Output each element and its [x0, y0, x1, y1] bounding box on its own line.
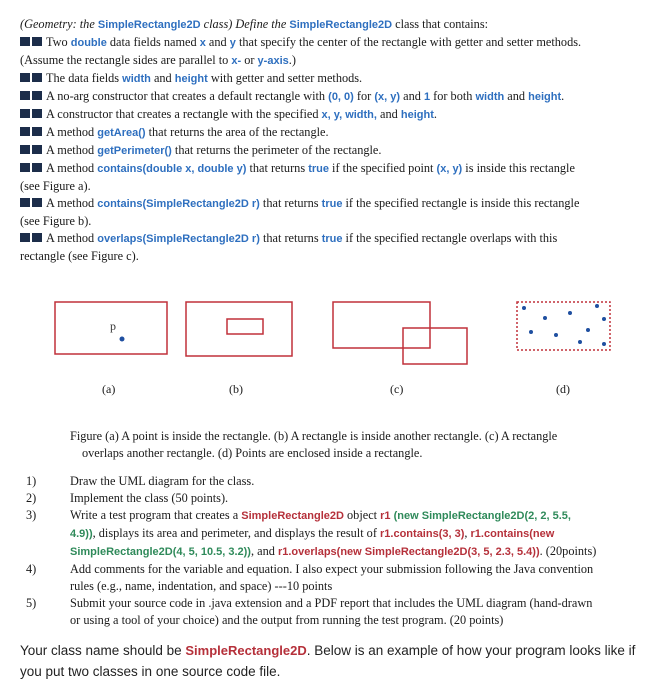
- task-item-4: 4) Add comments for the variable and equation. I also expect your submission following the Java convention rules (e.g., name, indentation, and space) ---10 points: [26, 562, 594, 593]
- spec-bullet-5: A method getArea() that returns the area of the rectangle.: [20, 124, 660, 142]
- figure-caption: [70, 428, 630, 462]
- bullet-icon: [20, 37, 42, 46]
- figure-d-point: [529, 330, 533, 334]
- bullet-icon: [20, 233, 42, 242]
- bullet-icon: [20, 198, 42, 207]
- figure-d-point: [595, 304, 599, 308]
- bullet-icon: [20, 163, 42, 172]
- figure-c-label: (c): [390, 382, 404, 396]
- figure-d-label: (d): [556, 382, 570, 396]
- figure-d-point: [543, 316, 547, 320]
- spec-bullet-9-cont: rectangle (see Figure c).: [20, 249, 139, 263]
- footer-note: [20, 640, 660, 682]
- spec-bullet-8: A method contains(SimpleRectangle2D r) that returns true if the specified rectangle is inside this rectangle: [20, 195, 660, 213]
- task-item-2: 2) Implement the class (50 points).: [26, 491, 229, 505]
- bullet-icon: [20, 127, 42, 136]
- figure-d-point: [568, 311, 572, 315]
- figure-d-point: [602, 317, 606, 321]
- figure-b-label: (b): [229, 382, 243, 396]
- task-list: [20, 473, 660, 629]
- bullet-icon: [20, 73, 42, 82]
- footer-line: Your class name should be SimpleRectangle2D. Below is an example of how your program looks like if: [20, 643, 636, 658]
- point-label: p: [110, 319, 116, 333]
- figure-a-label: (a): [102, 382, 116, 396]
- figure-b-outer-rectangle: [186, 302, 292, 356]
- spec-bullet-9: A method overlaps(SimpleRectangle2D r) that returns true if the specified rectangle overlaps with this: [20, 230, 660, 248]
- figure-c-rectangle-1: [333, 302, 430, 348]
- task-item-3: 3) Write a test program that creates a SimpleRectangle2D object r1 (new SimpleRectangle2D(2, 2, 5.5, 4.9)), displays its area and perimeter, and displays the result of r1.contains(3, 3), r1.contains(new SimpleRectangle2D(4, 5, 10.5, 3.2)), and r1.overlaps(new SimpleRectangle2D(3, 5, 2.3, 5.4)). (20points): [26, 508, 597, 558]
- point-dot: [120, 337, 125, 342]
- bullet-icon: [20, 109, 42, 118]
- figure-d-point: [586, 328, 590, 332]
- spec-bullet-7-cont: (see Figure a).: [20, 179, 91, 193]
- spec-intro: (Geometry: the SimpleRectangle2D class) Define the SimpleRectangle2D class that contains:: [20, 17, 489, 31]
- task-item-1: 1) Draw the UML diagram for the class.: [26, 474, 255, 488]
- figure-c: [333, 302, 467, 364]
- spec-bullet-4: A constructor that creates a rectangle with the specified x, y, width, and height.: [20, 106, 660, 124]
- caption-line: Figure (a) A point is inside the rectangle. (b) A rectangle is inside another rectangle. (c) A rectangle: [70, 429, 558, 443]
- figure-b-inner-rectangle: [227, 319, 263, 334]
- spec-bullet-3: A no-arg constructor that creates a default rectangle with (0, 0) for (x, y) and 1 for both width and height.: [20, 88, 660, 106]
- figure-a: [55, 302, 167, 354]
- figure-d-point: [522, 306, 526, 310]
- footer-line: you put two classes in one source code file.: [20, 664, 281, 679]
- figure-d-rectangle: [517, 302, 610, 350]
- caption-line: overlaps another rectangle. (d) Points are enclosed inside a rectangle.: [82, 446, 423, 460]
- figure-d-point: [554, 333, 558, 337]
- figure-d: [517, 302, 610, 350]
- figure-d-point: [602, 342, 606, 346]
- bullet-icon: [20, 145, 42, 154]
- figure-b: [186, 302, 292, 356]
- bullet-icon: [20, 91, 42, 100]
- spec-bullet-2: The data fields width and height with getter and setter methods.: [20, 70, 660, 88]
- figure-c-rectangle-2: [403, 328, 467, 364]
- spec-bullet-1: Two double data fields named x and y that specify the center of the rectangle with getter and setter methods.: [20, 34, 660, 52]
- task-item-5: 5) Submit your source code in .java extension and a PDF report that includes the UML diagram (hand-drawn or using a tool of your choice) and the output from running the test program. (20 points): [26, 596, 593, 627]
- spec-bullet-7: A method contains(double x, double y) that returns true if the specified point (x, y) is inside this rectangle: [20, 160, 660, 178]
- figures-panel: [0, 290, 667, 410]
- spec-section: [20, 16, 660, 265]
- spec-bullet-6: A method getPerimeter() that returns the perimeter of the rectangle.: [20, 142, 660, 160]
- spec-bullet-8-cont: (see Figure b).: [20, 214, 92, 228]
- spec-bullet-1-cont: (Assume the rectangle sides are parallel to x- or y-axis.): [20, 53, 296, 67]
- figure-d-point: [578, 340, 582, 344]
